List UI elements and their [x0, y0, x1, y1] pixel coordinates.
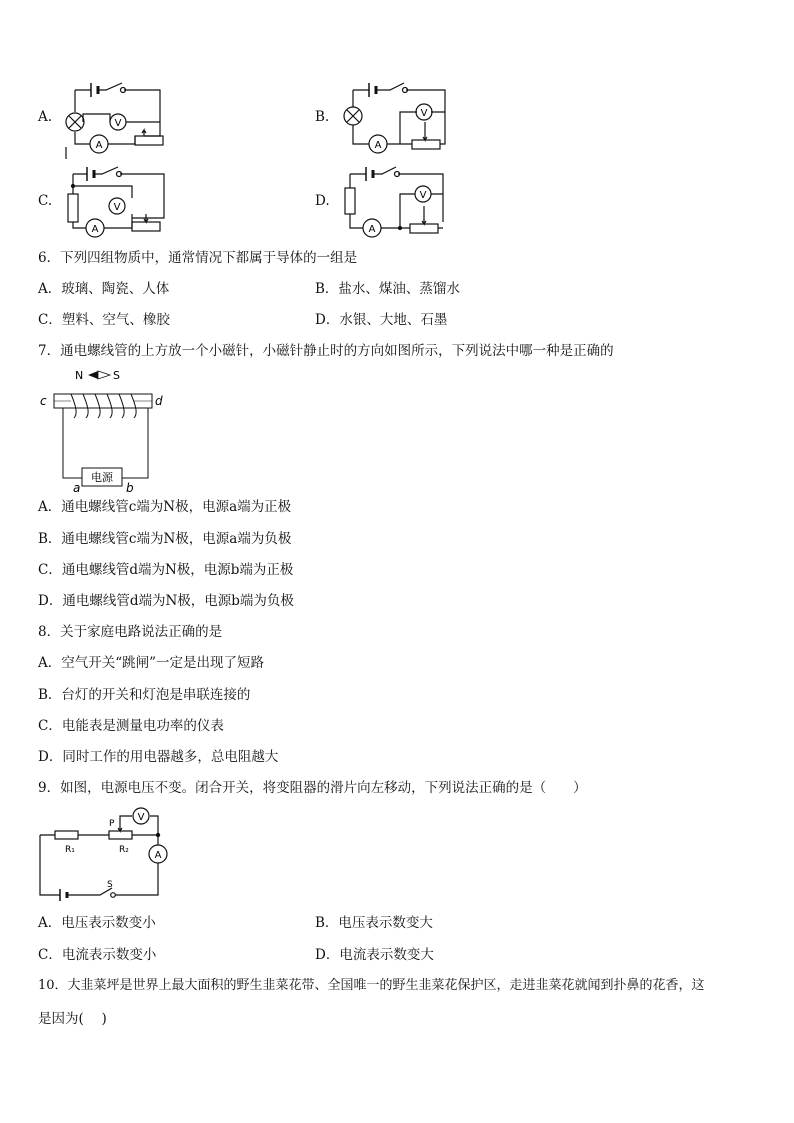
q10-stem-line2: 是因为( ): [38, 1011, 107, 1027]
ammeter-symbol: A: [374, 140, 382, 151]
q7-option-a[interactable]: A．通电螺线管c端为N极，电源a端为正极: [38, 499, 292, 515]
q8-option-a[interactable]: A．空气开关“跳闸”一定是出现了短路: [38, 655, 265, 671]
q7-stem: 7．通电螺线管的上方放一个小磁针，小磁针静止时的方向如图所示，下列说法中哪一种是正确的: [38, 343, 614, 359]
q7-option-d[interactable]: D．通电螺线管d端为N极，电源b端为负极: [38, 593, 294, 609]
q6-option-c[interactable]: C．塑料、空气、橡胶: [38, 312, 170, 328]
q5-circuit-d: [338, 162, 458, 246]
terminal-a: a: [73, 481, 81, 495]
voltmeter-symbol: V: [114, 118, 122, 129]
q5-option-a-label: A.: [38, 109, 53, 125]
resistor-r1-label: R₁: [65, 845, 75, 855]
q8-stem: 8．关于家庭电路说法正确的是: [38, 624, 223, 640]
solenoid-end-c: c: [40, 394, 47, 408]
q9-circuit-figure: [38, 806, 178, 906]
terminal-b: b: [126, 481, 134, 495]
q8-option-d[interactable]: D．同时工作的用电器越多，总电阻越大: [38, 749, 279, 765]
q6-stem: 6．下列四组物质中，通常情况下都属于导体的一组是: [38, 250, 358, 266]
switch-s-label: S: [107, 880, 113, 890]
voltmeter-symbol: V: [137, 812, 145, 823]
q5-option-c-label: C.: [38, 193, 53, 209]
needle-south-label: S: [113, 369, 120, 382]
q7-option-b[interactable]: B．通电螺线管c端为N极，电源a端为负极: [38, 531, 292, 547]
q5-circuit-b: [338, 78, 458, 162]
q5-option-b-label: B.: [315, 109, 330, 125]
ammeter-symbol: A: [95, 140, 103, 151]
q6-option-b[interactable]: B．盐水、煤油、蒸馏水: [315, 281, 460, 297]
voltmeter-symbol: V: [419, 190, 427, 201]
q5-circuit-a: [60, 78, 180, 162]
power-source-label: 电源: [91, 471, 113, 484]
q9-option-c[interactable]: C．电流表示数变小: [38, 947, 157, 963]
ammeter-symbol: A: [91, 224, 99, 235]
q9-option-a[interactable]: A．电压表示数变小: [38, 915, 156, 931]
q8-option-b[interactable]: B．台灯的开关和灯泡是串联连接的: [38, 687, 251, 703]
ammeter-symbol: A: [154, 850, 162, 861]
q5-circuit-c: [60, 162, 180, 246]
solenoid-end-d: d: [155, 394, 163, 408]
q8-option-c[interactable]: C．电能表是测量电功率的仪表: [38, 718, 224, 734]
rheostat-r2-label: R₂: [119, 845, 129, 855]
q7-option-c[interactable]: C．通电螺线管d端为N极，电源b端为正极: [38, 562, 294, 578]
ammeter-symbol: A: [368, 224, 376, 235]
needle-north-label: N: [75, 369, 84, 382]
q9-option-b[interactable]: B．电压表示数变大: [315, 915, 433, 931]
q5-option-d-label: D.: [315, 193, 330, 209]
q6-option-d[interactable]: D．水银、大地、石墨: [315, 312, 448, 328]
voltmeter-symbol: V: [113, 202, 121, 213]
q9-option-d[interactable]: D．电流表示数变大: [315, 947, 434, 963]
voltmeter-symbol: V: [420, 108, 428, 119]
slider-p-label: P: [109, 819, 115, 829]
q9-stem: 9．如图，电源电压不变。闭合开关，将变阻器的滑片向左移动，下列说法正确的是（ ）: [38, 780, 587, 796]
q6-option-a[interactable]: A．玻璃、陶瓷、人体: [38, 281, 170, 297]
q7-solenoid-figure: [38, 366, 168, 494]
q10-stem-line1: 10．大韭菜坪是世界上最大面积的野生韭菜花带、全国唯一的野生韭菜花保护区，走进韭菜花就闻到扑鼻的花香，这: [38, 978, 705, 993]
